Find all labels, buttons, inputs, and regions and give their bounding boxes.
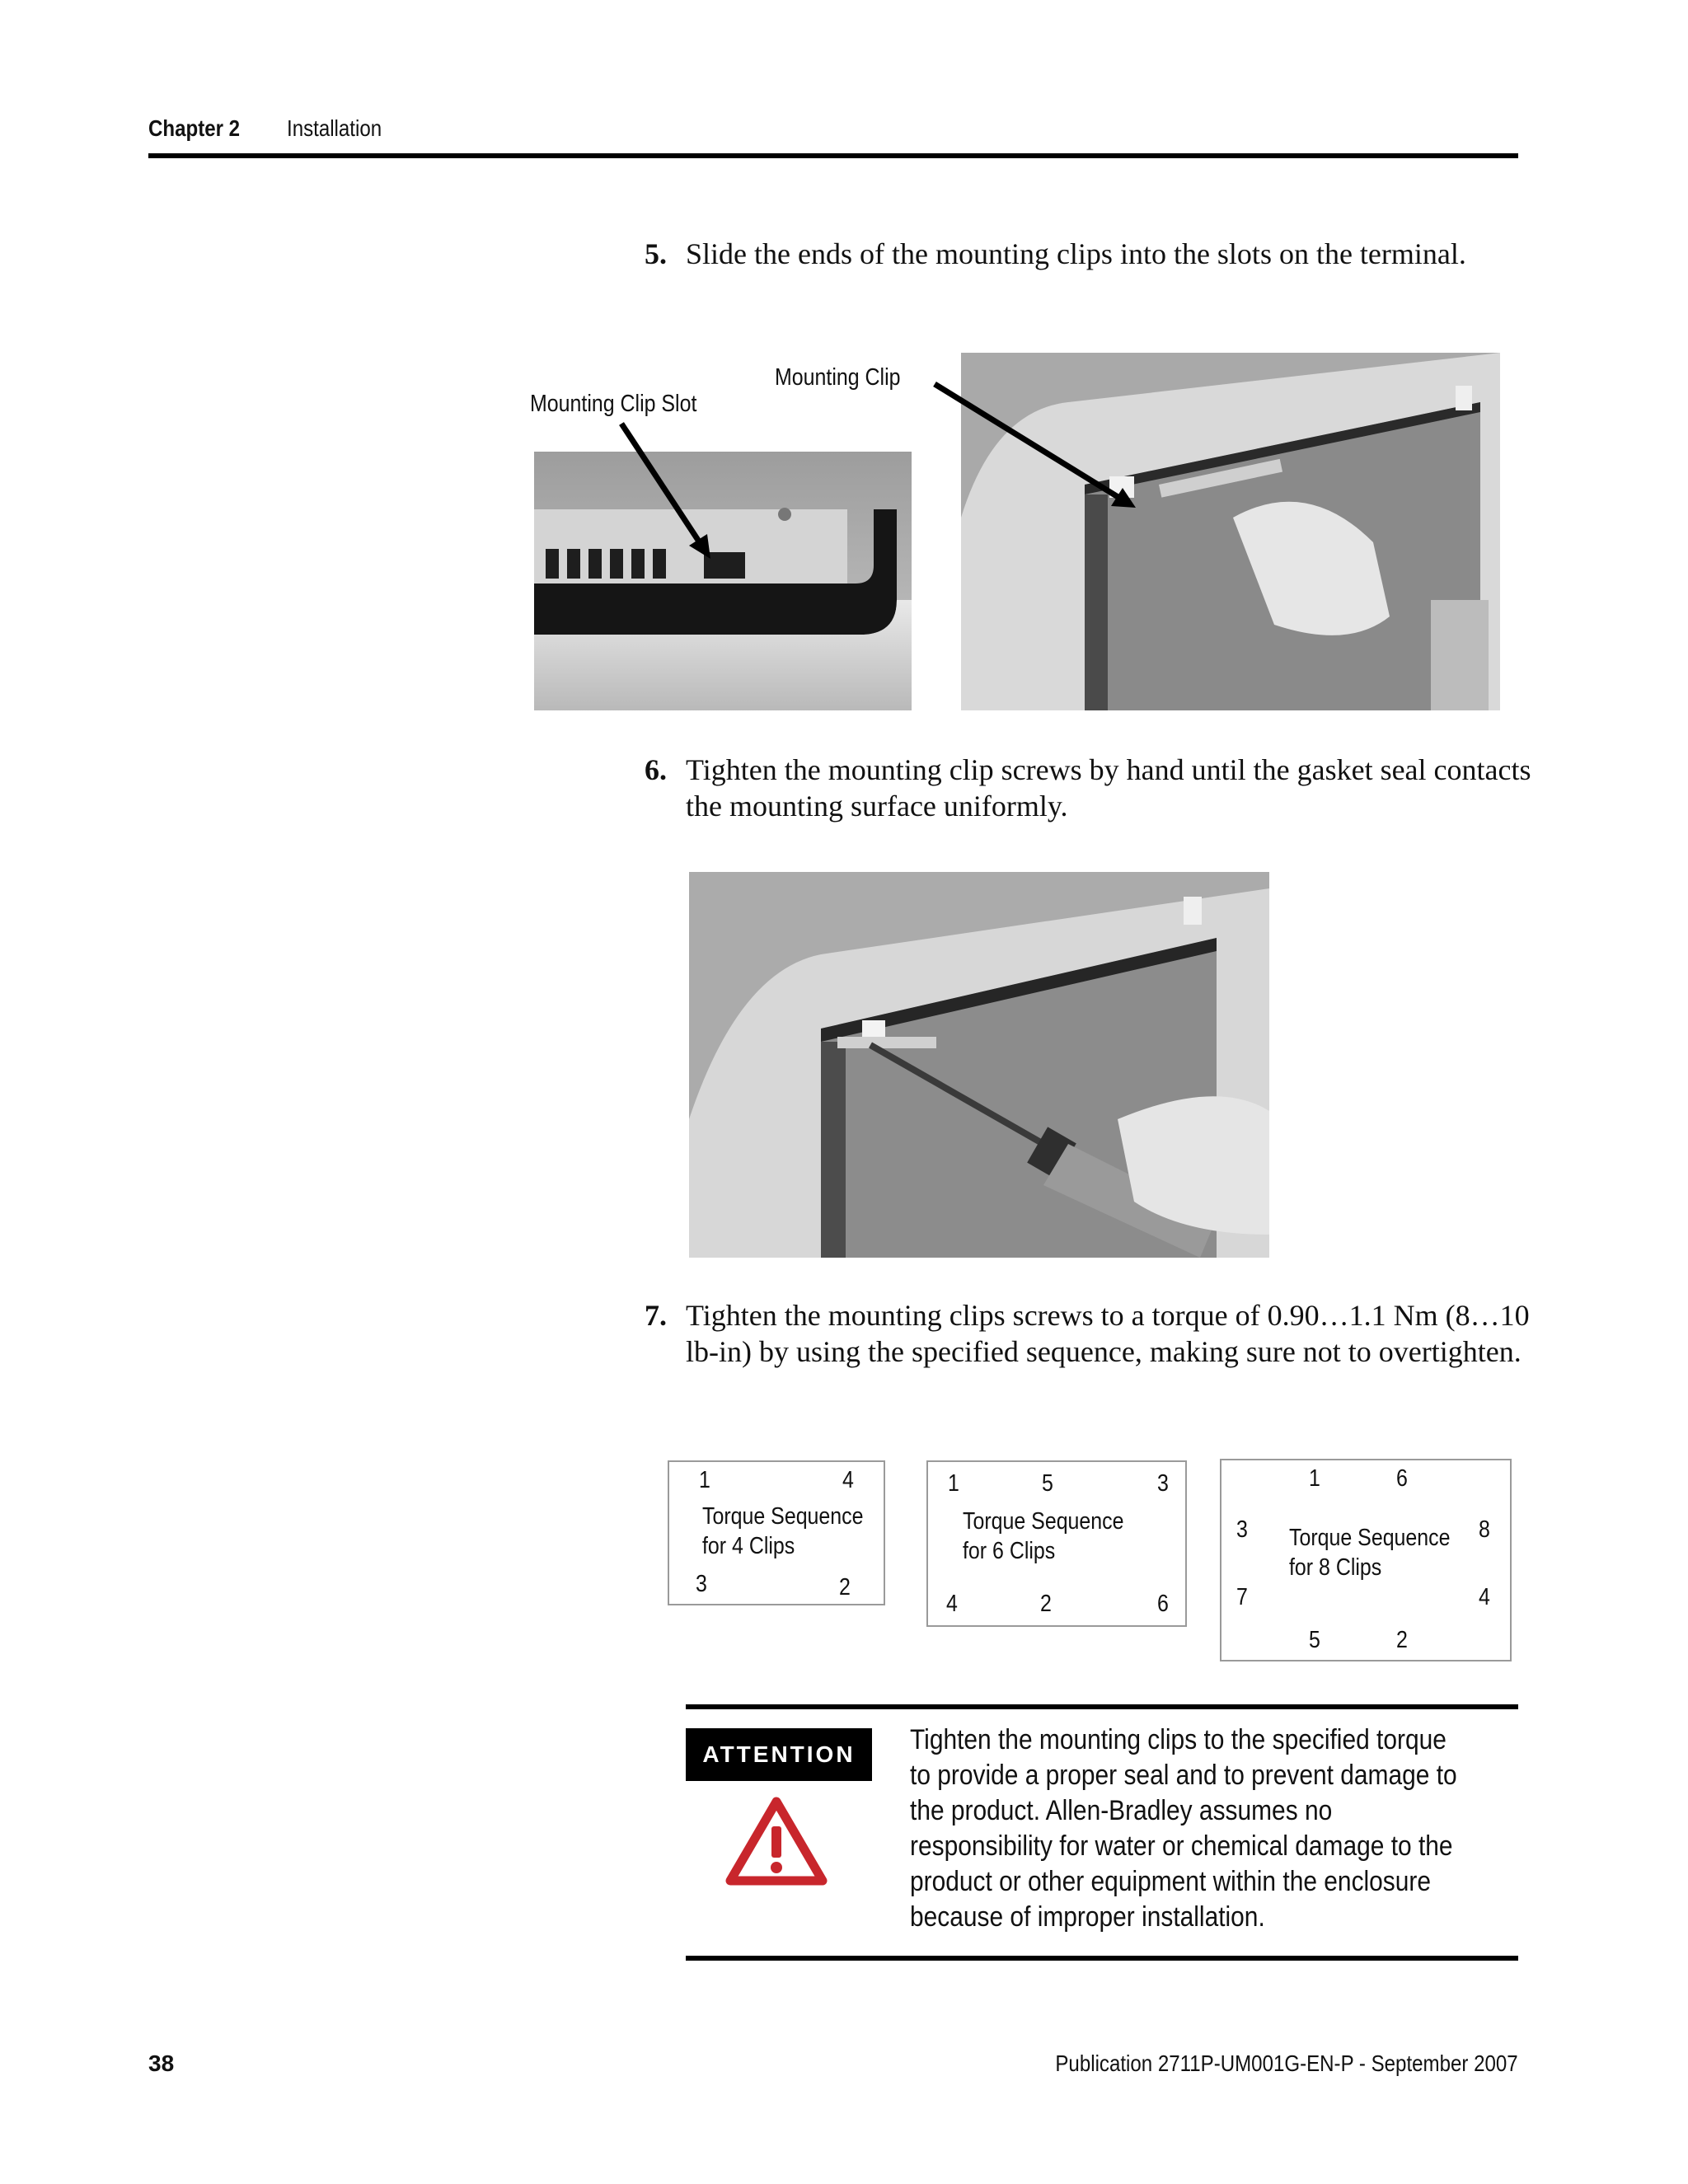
torque-caption-line1: Torque Sequence (963, 1508, 1124, 1535)
chapter-label: Chapter 2 (148, 115, 241, 141)
torque-caption-line2: for 4 Clips (702, 1533, 795, 1559)
step-number: 6. (645, 753, 667, 786)
attention-top-rule (686, 1704, 1518, 1709)
clip-number: 6 (1157, 1591, 1169, 1617)
clip-number: 8 (1479, 1516, 1490, 1543)
torque-caption-line2: for 6 Clips (963, 1538, 1056, 1564)
attention-bottom-rule (686, 1956, 1518, 1961)
clip-number: 3 (696, 1571, 707, 1597)
page-number: 38 (148, 2050, 175, 2076)
torque-caption-line1: Torque Sequence (1289, 1525, 1451, 1551)
clip-number: 6 (1396, 1465, 1408, 1492)
torque-caption (702, 1502, 889, 1561)
attention-text: Tighten the mounting clips to the specified torque to provide a proper seal and to prevent damage to the product. Allen-Bradley assumes no responsibility for water or chemical damage to the product or other equipment within the enclosure because of improper installation. (910, 1724, 1457, 1933)
clip-number: 3 (1236, 1516, 1248, 1543)
step-number: 7. (645, 1299, 667, 1332)
callout-mounting-clip: Mounting Clip (775, 364, 901, 391)
torque-caption (963, 1507, 1150, 1566)
clip-number: 5 (1042, 1470, 1053, 1497)
clip-number: 1 (948, 1470, 959, 1497)
clip-number: 4 (1479, 1584, 1490, 1610)
torque-caption (1289, 1523, 1476, 1582)
photo-torque-driver (689, 872, 1269, 1258)
attention-badge: ATTENTION (686, 1728, 872, 1781)
clip-number: 4 (946, 1591, 958, 1617)
step-text: Tighten the mounting clip screws by hand until the gasket seal contacts the mounting surface uniformly. (686, 753, 1531, 823)
header-rule (148, 153, 1518, 158)
callout-arrows (528, 363, 1154, 577)
clip-number: 1 (699, 1467, 710, 1493)
clip-number: 3 (1157, 1470, 1169, 1497)
step-text: Tighten the mounting clips screws to a torque of 0.90…1.1 Nm (8…10 lb-in) by using the specified sequence, making sure not to overtighten. (686, 1299, 1530, 1368)
publication-info: Publication 2711P-UM001G-EN-P - September 2007 (1055, 2050, 1518, 2076)
warning-triangle-icon (725, 1797, 828, 1887)
torque-sequence-8-clips (1220, 1459, 1512, 1661)
callout-mounting-clip-slot: Mounting Clip Slot (530, 391, 697, 417)
torque-caption-line1: Torque Sequence (702, 1503, 864, 1530)
clip-number: 5 (1309, 1627, 1320, 1653)
clip-number: 2 (839, 1574, 851, 1601)
step-text: Slide the ends of the mounting clips into the slots on the terminal. (686, 237, 1466, 270)
step-number: 5. (645, 237, 667, 270)
clip-number: 4 (842, 1467, 854, 1493)
torque-sequence-6-clips (926, 1460, 1187, 1627)
clip-number: 7 (1236, 1584, 1248, 1610)
clip-number: 1 (1309, 1465, 1320, 1492)
torque-caption-line2: for 8 Clips (1289, 1554, 1382, 1581)
clip-number: 2 (1040, 1591, 1052, 1617)
section-title: Installation (287, 115, 382, 141)
torque-sequence-4-clips (668, 1460, 885, 1605)
clip-number: 2 (1396, 1627, 1408, 1653)
